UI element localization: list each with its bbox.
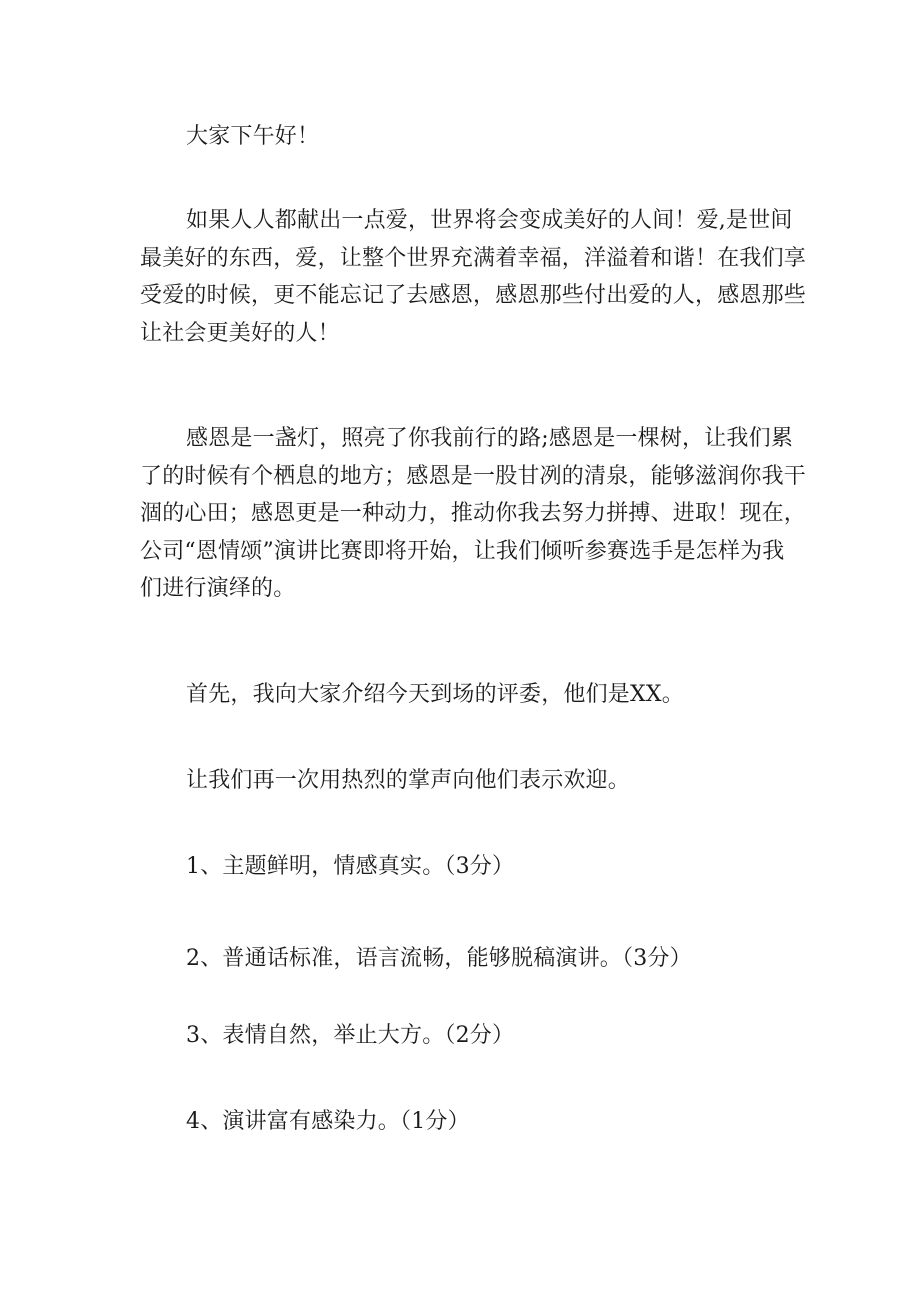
welcome-paragraph bbox=[140, 762, 832, 800]
criteria-item-2 bbox=[140, 940, 832, 978]
gratitude-line-2: 了的时候有个栖息的地方；感恩是一股甘冽的清泉，能够滋润你我干 bbox=[140, 463, 807, 489]
criteria-text-2: 2、普通话标准，语言流畅，能够脱稿演讲。（3分） bbox=[186, 946, 692, 971]
criteria-text-1: 1、主题鲜明，情感真实。（3分） bbox=[186, 854, 515, 879]
welcome-text: 让我们再一次用热烈的掌声向他们表示欢迎。 bbox=[186, 768, 631, 793]
gratitude-line-5: 们进行演绎的。 bbox=[140, 576, 296, 601]
criteria-text-4: 4、演讲富有感染力。（1分） bbox=[186, 1109, 470, 1134]
greeting-text: 大家下午好！ bbox=[186, 124, 320, 149]
gratitude-line-4: 公司“恩情颂”演讲比赛即将开始，让我们倾听参赛选手是怎样为我 bbox=[140, 538, 785, 564]
intro-line-1: 如果人人都献出一点爱，世界将会变成美好的人间！爱,是世间 bbox=[186, 208, 793, 233]
judges-text: 首先，我向大家介绍今天到场的评委，他们是XX。 bbox=[186, 682, 684, 707]
gratitude-line-3: 涸的心田；感恩更是一种动力，推动你我去努力拼搏、进取！现在， bbox=[140, 501, 807, 526]
judges-paragraph bbox=[140, 676, 832, 714]
gratitude-line-1: 感恩是一盏灯，照亮了你我前行的路;感恩是一棵树，让我们累 bbox=[186, 426, 794, 451]
criteria-item-3 bbox=[140, 1017, 832, 1055]
criteria-item-1 bbox=[140, 848, 832, 886]
greeting-paragraph bbox=[140, 118, 832, 156]
gratitude-paragraph bbox=[140, 420, 807, 608]
intro-line-4: 让社会更美好的人！ bbox=[140, 320, 340, 346]
intro-line-3: 受爱的时候，更不能忘记了去感恩，感恩那些付出爱的人，感恩那些 bbox=[140, 283, 807, 308]
intro-line-2: 最美好的东西，爱，让整个世界充满着幸福，洋溢着和谐！在我们享 bbox=[140, 245, 807, 271]
intro-paragraph bbox=[140, 202, 807, 352]
criteria-item-4 bbox=[140, 1103, 832, 1141]
criteria-text-3: 3、表情自然，举止大方。（2分） bbox=[186, 1023, 515, 1048]
